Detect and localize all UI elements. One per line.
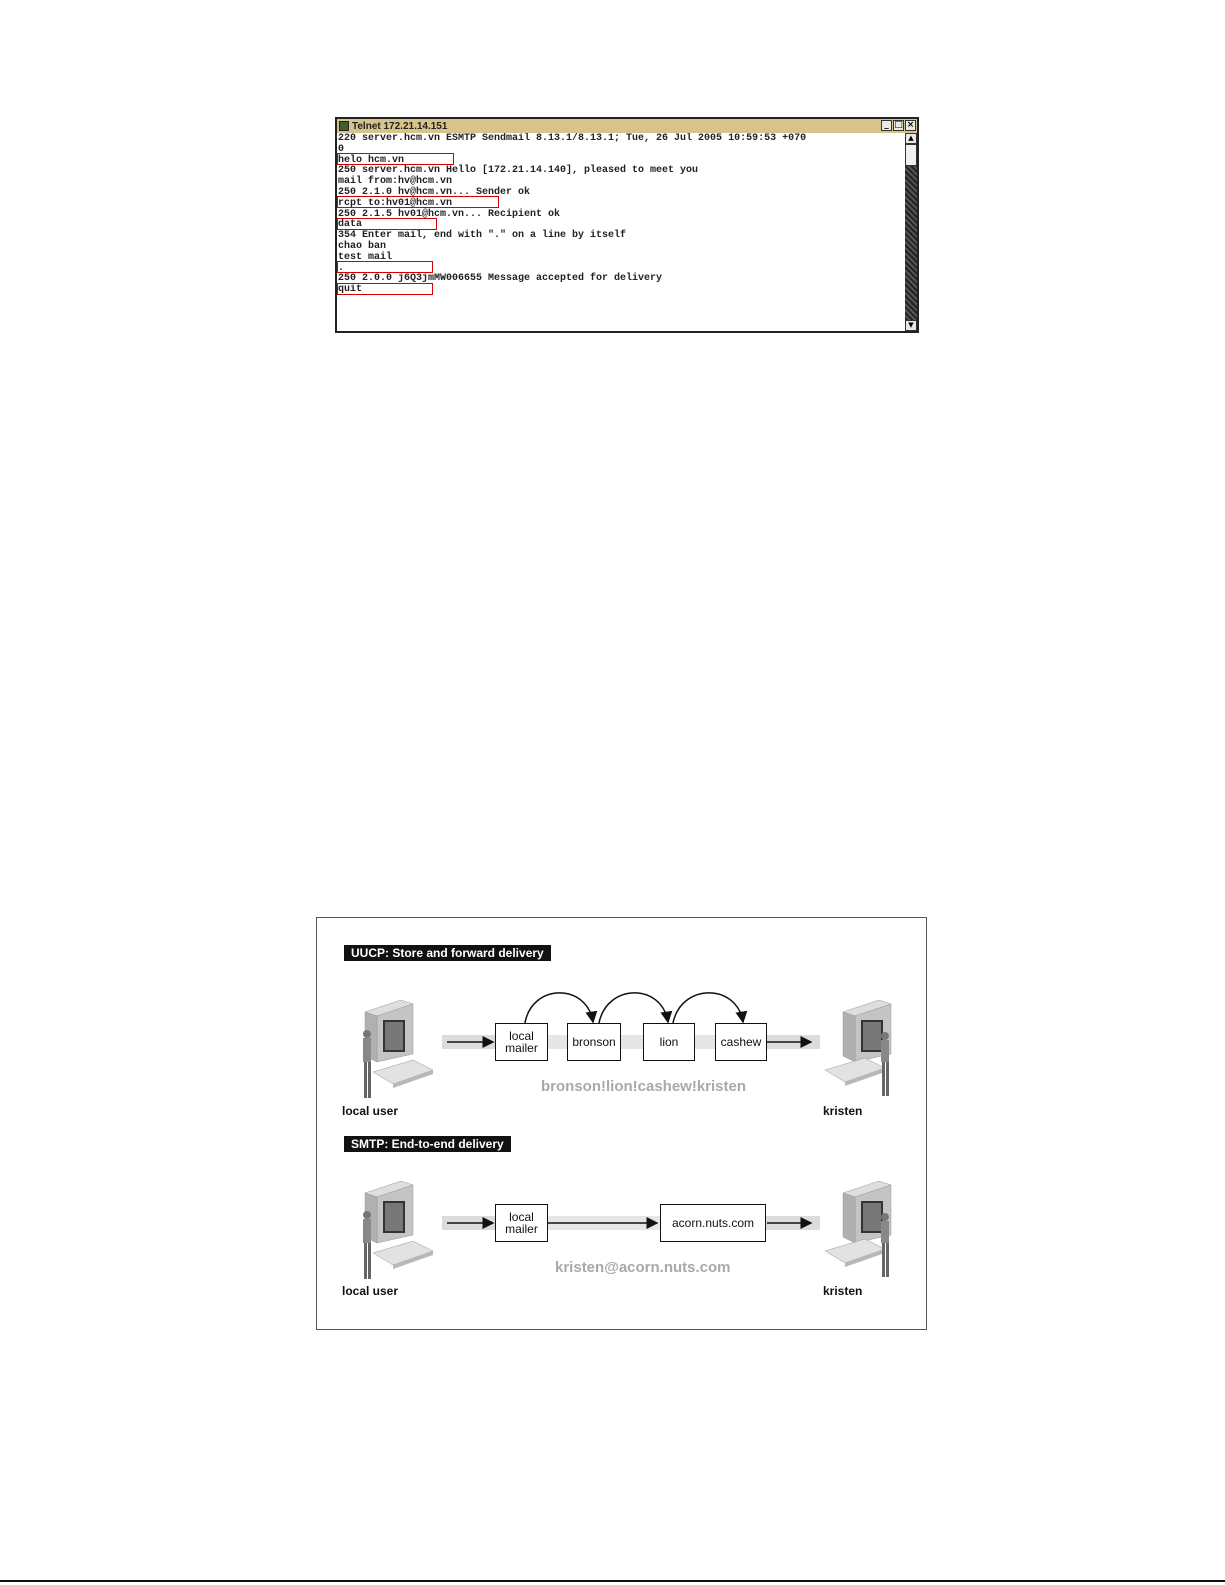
scroll-thumb[interactable]	[905, 144, 917, 166]
computer-user-icon	[357, 1181, 439, 1283]
command-highlight	[337, 218, 437, 230]
node-local-mailer: local mailer	[495, 1204, 548, 1242]
terminal-line: 250 2.1.5 hv01@hcm.vn... Recipient ok	[338, 208, 561, 220]
terminal-line: test mail	[338, 251, 393, 263]
telnet-window	[335, 117, 919, 333]
close-button[interactable]: ×	[906, 120, 915, 130]
node-acorn-nuts-com: acorn.nuts.com	[660, 1204, 766, 1242]
scroll-up-arrow-icon[interactable]: ▲	[905, 133, 917, 144]
uucp-section-label: UUCP: Store and forward delivery	[344, 945, 551, 961]
computer-user-icon	[819, 1181, 901, 1283]
smtp-address: kristen@acorn.nuts.com	[555, 1259, 731, 1276]
scroll-down-arrow-icon[interactable]: ▼	[905, 320, 917, 331]
terminal-line: 250 server.hcm.vn Hello [172.21.14.140], pleased to meet you	[338, 165, 699, 177]
command-highlight	[337, 283, 433, 295]
terminal-line: helo hcm.vn	[338, 154, 405, 166]
terminal-line: 250 2.0.0 j6Q3jmMW006655 Message accepted for delivery	[338, 273, 663, 285]
terminal-output[interactable]	[337, 133, 905, 331]
computer-user-icon	[819, 1000, 901, 1102]
command-highlight	[337, 153, 454, 165]
minimize-button[interactable]: _	[881, 120, 892, 131]
terminal-line: quit	[338, 284, 363, 296]
smtp-kristen-label: kristen	[823, 1284, 863, 1298]
page-footer-rule	[0, 1580, 1225, 1582]
smtp-section-label: SMTP: End-to-end delivery	[344, 1136, 511, 1152]
node-lion: lion	[643, 1023, 695, 1061]
hop-arrow-3	[673, 993, 743, 1023]
computer-user-icon	[357, 1000, 439, 1102]
telnet-app-icon	[339, 121, 349, 131]
node-bronson: bronson	[567, 1023, 621, 1061]
terminal-line: 354 Enter mail, end with "." on a line by itself	[338, 230, 627, 242]
hop-arrow-1	[525, 993, 593, 1023]
terminal-line: mail from:hv@hcm.vn	[338, 176, 453, 188]
terminal-line: data	[338, 219, 363, 231]
vertical-scrollbar[interactable]	[905, 133, 917, 331]
terminal-line: 220 server.hcm.vn ESMTP Sendmail 8.13.1/8.13.1; Tue, 26 Jul 2005 10:59:53 +070	[338, 133, 807, 144]
window-title: Telnet 172.21.14.151	[352, 120, 448, 132]
uucp-kristen-label: kristen	[823, 1104, 863, 1118]
mail-delivery-diagram	[316, 917, 927, 1330]
terminal-line: rcpt to:hv01@hcm.vn	[338, 197, 453, 209]
uucp-local-user-label: local user	[342, 1104, 399, 1118]
terminal-line: .	[338, 262, 345, 274]
terminal-line: 0	[338, 143, 345, 155]
node-local-mailer: local mailer	[495, 1023, 548, 1061]
node-cashew: cashew	[715, 1023, 767, 1061]
command-highlight	[337, 261, 433, 273]
smtp-local-user-label: local user	[342, 1284, 399, 1298]
uucp-address: bronson!lion!cashew!kristen	[541, 1078, 747, 1095]
maximize-button[interactable]: □	[894, 120, 903, 130]
terminal-line: 250 2.1.0 hv@hcm.vn... Sender ok	[338, 186, 531, 198]
hop-arrow-2	[599, 993, 668, 1023]
command-highlight	[337, 196, 499, 208]
title-bar[interactable]	[337, 119, 917, 133]
terminal-line: chao ban	[338, 240, 387, 252]
